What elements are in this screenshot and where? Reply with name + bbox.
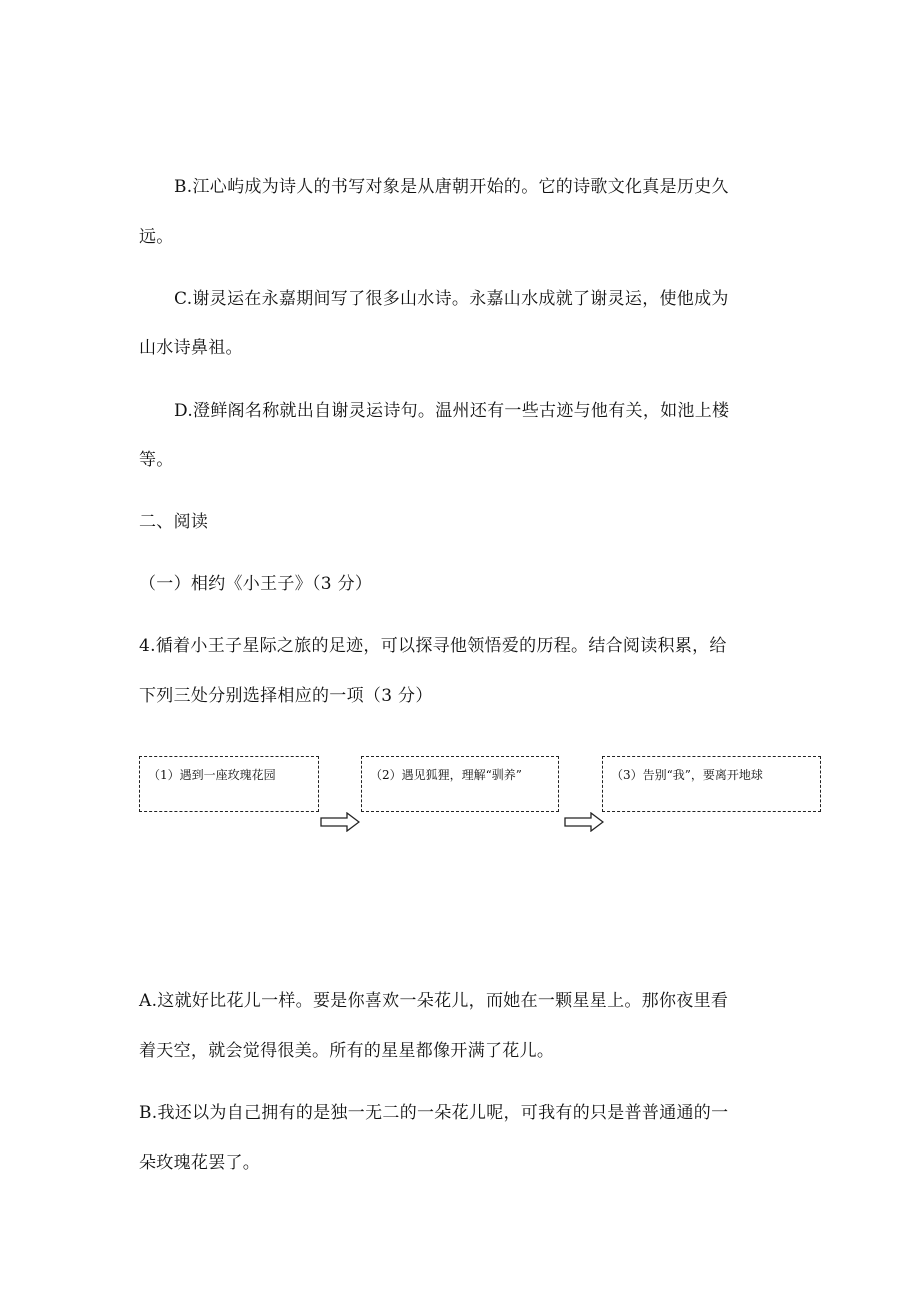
flow-step-3 — [602, 756, 821, 812]
option-c-line-1: C.谢灵运在永嘉期间写了很多山水诗。永嘉山水成就了谢灵运，使他成为 — [174, 289, 729, 309]
flow-step-2 — [361, 756, 559, 812]
option-b-line-1: B.江心屿成为诗人的书写对象是从唐朝开始的。它的诗歌文化真是历史久 — [174, 177, 729, 197]
question-line-2: 下列三处分别选择相应的一项（3 分） — [139, 686, 433, 706]
flow-step-1-label: （1）遇到一座玫瑰花园 — [148, 768, 276, 782]
answer-a-line-1: A.这就好比花儿一样。要是你喜欢一朵花儿，而她在一颗星星上。那你夜里看 — [139, 991, 729, 1011]
option-d-line-1: D.澄鲜阁名称就出自谢灵运诗句。温州还有一些古迹与他有关，如池上楼 — [174, 401, 730, 421]
section-subheading: （一）相约《小王子》（3 分） — [139, 574, 373, 594]
option-d-line-2: 等。 — [139, 450, 174, 470]
right-arrow-icon — [320, 812, 360, 832]
option-c-line-2: 山水诗鼻祖。 — [139, 338, 243, 358]
option-b-line-2: 远。 — [139, 227, 174, 247]
section-heading: 二、阅读 — [139, 512, 209, 532]
answer-a-line-2: 着天空，就会觉得很美。所有的星星都像开满了花儿。 — [139, 1041, 555, 1061]
answer-b-line-2: 朵玫瑰花罢了。 — [139, 1153, 261, 1173]
flow-step-1 — [139, 756, 319, 812]
flow-step-3-label: （3）告别“我”，要离开地球 — [611, 768, 763, 782]
flow-step-2-label: （2）遇见狐狸，理解“驯养” — [370, 768, 522, 782]
question-line-1: 4.循着小王子星际之旅的足迹，可以探寻他领悟爱的历程。结合阅读积累，给 — [139, 636, 727, 656]
right-arrow-icon — [564, 812, 604, 832]
answer-b-line-1: B.我还以为自己拥有的是独一无二的一朵花儿呢，可我有的只是普普通通的一 — [139, 1103, 729, 1123]
